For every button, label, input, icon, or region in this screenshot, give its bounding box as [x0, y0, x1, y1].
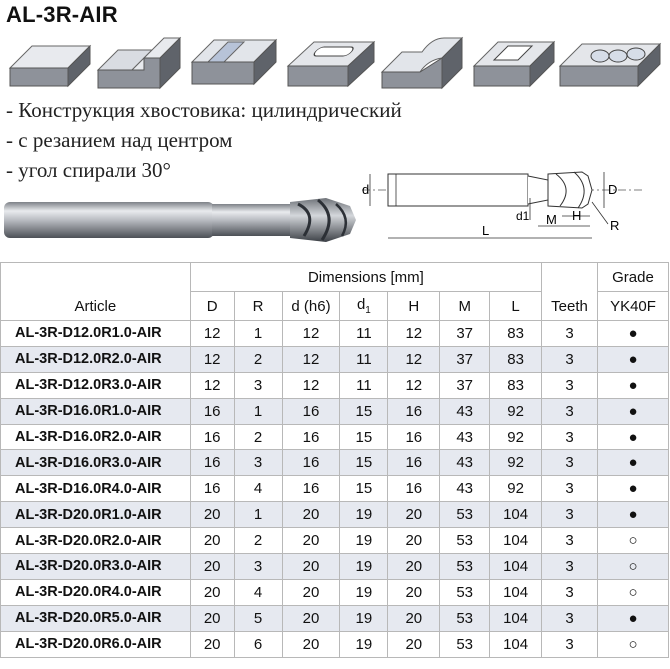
cell-R: 3: [234, 554, 282, 580]
cell-R: 2: [234, 424, 282, 450]
cell-d1: 19: [340, 579, 388, 605]
cell-H: 16: [388, 424, 440, 450]
cell-L: 104: [490, 502, 542, 528]
label-D: D: [608, 182, 618, 197]
cell-L: 92: [490, 476, 542, 502]
cell-L: 104: [490, 579, 542, 605]
shoulder-milling-icon: [94, 32, 184, 94]
cell-L: 83: [490, 372, 542, 398]
cell-R: 6: [234, 631, 282, 657]
table-row: [1, 346, 669, 372]
cell-article: AL-3R-D20.0R4.0-AIR: [1, 579, 191, 605]
header-article: Article: [1, 263, 191, 321]
cell-article: AL-3R-D20.0R3.0-AIR: [1, 554, 191, 580]
cell-D: 20: [190, 554, 234, 580]
face-milling-icon: [6, 32, 92, 94]
col-d1: $d_1$: [340, 292, 388, 321]
cell-teeth: 3: [542, 554, 598, 580]
cell-M: 37: [440, 321, 490, 347]
cell-teeth: 3: [542, 502, 598, 528]
cell-R: 1: [234, 398, 282, 424]
cell-M: 53: [440, 554, 490, 580]
feature-helix-angle: - угол спирали 30°: [6, 158, 171, 182]
table-row: [1, 476, 669, 502]
grade-availability-icon: ●: [598, 398, 669, 424]
cell-d: 16: [282, 398, 340, 424]
col-M: M: [440, 292, 490, 321]
cell-d1: 11: [340, 346, 388, 372]
product-title: AL-3R-AIR: [6, 2, 118, 27]
header-dimensions: Dimensions [mm]: [190, 263, 541, 292]
pocket-milling-icon: [284, 32, 378, 94]
cell-M: 53: [440, 631, 490, 657]
cell-D: 20: [190, 502, 234, 528]
col-d-h6: d (h6): [282, 292, 340, 321]
tool-drawing: [352, 158, 652, 248]
cell-H: 20: [388, 579, 440, 605]
label-M: M: [546, 212, 557, 227]
cell-d: 20: [282, 502, 340, 528]
grade-availability-icon: ○: [598, 579, 669, 605]
cell-teeth: 3: [542, 450, 598, 476]
slot-milling-icon: [188, 32, 280, 94]
table-row: [1, 631, 669, 657]
table-row: [1, 554, 669, 580]
cell-article: AL-3R-D20.0R2.0-AIR: [1, 528, 191, 554]
cell-R: 4: [234, 476, 282, 502]
cell-d1: 15: [340, 476, 388, 502]
cell-D: 20: [190, 605, 234, 631]
cell-H: 16: [388, 450, 440, 476]
cell-article: AL-3R-D12.0R3.0-AIR: [1, 372, 191, 398]
cell-d1: 19: [340, 605, 388, 631]
cell-d1: 15: [340, 398, 388, 424]
cell-R: 4: [234, 579, 282, 605]
cell-article: AL-3R-D16.0R4.0-AIR: [1, 476, 191, 502]
cell-M: 53: [440, 579, 490, 605]
table-row: [1, 528, 669, 554]
grade-availability-icon: ○: [598, 528, 669, 554]
cell-M: 37: [440, 372, 490, 398]
cell-M: 53: [440, 605, 490, 631]
cell-teeth: 3: [542, 605, 598, 631]
grade-availability-icon: ●: [598, 476, 669, 502]
cell-teeth: 3: [542, 424, 598, 450]
cell-R: 1: [234, 321, 282, 347]
cell-teeth: 3: [542, 528, 598, 554]
cell-R: 3: [234, 450, 282, 476]
cell-teeth: 3: [542, 346, 598, 372]
cell-M: 43: [440, 424, 490, 450]
cell-d: 20: [282, 554, 340, 580]
cell-L: 104: [490, 605, 542, 631]
cell-article: AL-3R-D16.0R3.0-AIR: [1, 450, 191, 476]
cell-teeth: 3: [542, 476, 598, 502]
table-row: [1, 450, 669, 476]
cell-d: 12: [282, 321, 340, 347]
cell-M: 43: [440, 398, 490, 424]
cell-D: 20: [190, 631, 234, 657]
cell-d1: 15: [340, 450, 388, 476]
cell-H: 12: [388, 321, 440, 347]
cell-L: 92: [490, 424, 542, 450]
grade-availability-icon: ●: [598, 424, 669, 450]
cell-d1: 19: [340, 554, 388, 580]
cell-L: 92: [490, 398, 542, 424]
cell-M: 37: [440, 346, 490, 372]
cell-L: 104: [490, 631, 542, 657]
cell-R: 3: [234, 372, 282, 398]
cell-M: 53: [440, 502, 490, 528]
end-mill-image: [0, 190, 360, 250]
cell-L: 92: [490, 450, 542, 476]
cell-D: 16: [190, 398, 234, 424]
cell-d: 20: [282, 579, 340, 605]
grade-availability-icon: ○: [598, 631, 669, 657]
table-row: [1, 579, 669, 605]
feature-center-cutting: - с резанием над центром: [6, 128, 233, 152]
cell-L: 83: [490, 321, 542, 347]
closed-pocket-icon: [470, 32, 558, 94]
cell-d1: 11: [340, 321, 388, 347]
cell-d: 12: [282, 346, 340, 372]
table-row: [1, 605, 669, 631]
cell-teeth: 3: [542, 372, 598, 398]
grade-availability-icon: ●: [598, 605, 669, 631]
table-row: [1, 398, 669, 424]
table-row: [1, 372, 669, 398]
operation-icons: [6, 32, 666, 94]
cell-d: 16: [282, 450, 340, 476]
radius-profile-icon: [378, 32, 466, 94]
cell-D: 16: [190, 424, 234, 450]
cell-teeth: 3: [542, 631, 598, 657]
cell-teeth: 3: [542, 579, 598, 605]
cell-D: 12: [190, 346, 234, 372]
table-row: [1, 424, 669, 450]
cell-d: 20: [282, 528, 340, 554]
cell-d: 20: [282, 605, 340, 631]
spec-table: [0, 262, 669, 658]
cell-L: 83: [490, 346, 542, 372]
cell-H: 12: [388, 372, 440, 398]
col-R: R: [234, 292, 282, 321]
grade-availability-icon: ●: [598, 450, 669, 476]
cell-H: 16: [388, 476, 440, 502]
cell-H: 16: [388, 398, 440, 424]
col-grade-yk40f: YK40F: [598, 292, 669, 321]
cell-d: 16: [282, 424, 340, 450]
grade-availability-icon: ●: [598, 346, 669, 372]
label-d: d: [362, 182, 370, 197]
cell-L: 104: [490, 528, 542, 554]
label-L: L: [482, 223, 490, 238]
cell-article: AL-3R-D20.0R5.0-AIR: [1, 605, 191, 631]
label-d1: d1: [516, 209, 530, 223]
cell-M: 43: [440, 476, 490, 502]
grade-availability-icon: ●: [598, 372, 669, 398]
grade-availability-icon: ○: [598, 554, 669, 580]
cell-R: 2: [234, 528, 282, 554]
header-teeth: Teeth: [542, 263, 598, 321]
cell-article: AL-3R-D12.0R1.0-AIR: [1, 321, 191, 347]
cell-H: 20: [388, 528, 440, 554]
col-L: L: [490, 292, 542, 321]
label-R: R: [610, 218, 620, 233]
cell-d1: 19: [340, 631, 388, 657]
multi-hole-icon: [556, 32, 666, 94]
col-H: H: [388, 292, 440, 321]
cell-L: 104: [490, 554, 542, 580]
cell-M: 43: [440, 450, 490, 476]
cell-article: AL-3R-D12.0R2.0-AIR: [1, 346, 191, 372]
cell-H: 20: [388, 631, 440, 657]
cell-D: 12: [190, 321, 234, 347]
grade-availability-icon: ●: [598, 321, 669, 347]
cell-article: AL-3R-D20.0R1.0-AIR: [1, 502, 191, 528]
cell-D: 20: [190, 579, 234, 605]
header-grade: Grade: [598, 263, 669, 292]
cell-teeth: 3: [542, 321, 598, 347]
cell-D: 12: [190, 372, 234, 398]
label-H: H: [572, 208, 582, 223]
cell-d1: 11: [340, 372, 388, 398]
cell-H: 12: [388, 346, 440, 372]
cell-d1: 15: [340, 424, 388, 450]
cell-H: 20: [388, 554, 440, 580]
cell-D: 20: [190, 528, 234, 554]
feature-shank: - Конструкция хвостовика: цилиндрический: [6, 98, 402, 122]
cell-d1: 19: [340, 528, 388, 554]
cell-d: 12: [282, 372, 340, 398]
cell-D: 16: [190, 476, 234, 502]
col-D: D: [190, 292, 234, 321]
table-row: [1, 502, 669, 528]
cell-R: 1: [234, 502, 282, 528]
cell-article: AL-3R-D16.0R2.0-AIR: [1, 424, 191, 450]
cell-H: 20: [388, 502, 440, 528]
grade-availability-icon: ●: [598, 502, 669, 528]
cell-d1: 19: [340, 502, 388, 528]
cell-d: 16: [282, 476, 340, 502]
cell-H: 20: [388, 605, 440, 631]
cell-teeth: 3: [542, 398, 598, 424]
table-row: [1, 321, 669, 347]
cell-d: 20: [282, 631, 340, 657]
cell-D: 16: [190, 450, 234, 476]
cell-R: 2: [234, 346, 282, 372]
cell-M: 53: [440, 528, 490, 554]
cell-article: AL-3R-D20.0R6.0-AIR: [1, 631, 191, 657]
cell-R: 5: [234, 605, 282, 631]
cell-article: AL-3R-D16.0R1.0-AIR: [1, 398, 191, 424]
